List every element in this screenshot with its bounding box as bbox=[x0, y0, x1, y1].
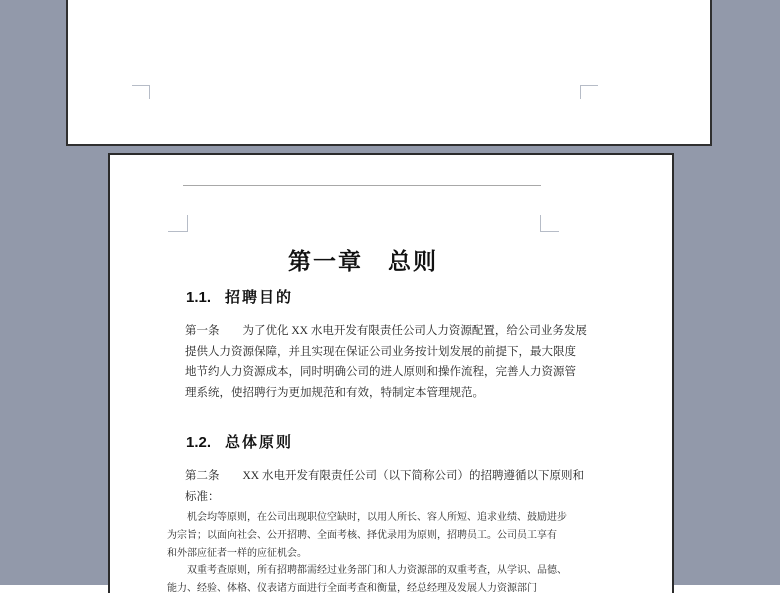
paragraph-line: 理系统，使招聘行为更加规范和有效，特制定本管理规范。 bbox=[185, 386, 484, 399]
section-heading-1-2 bbox=[186, 431, 293, 452]
chapter-title: 第一章 总则 bbox=[288, 249, 438, 274]
paragraph-line: 提供人力资源保障，并且实现在保证公司业务按计划发展的前提下，最大限度 bbox=[185, 345, 576, 358]
paragraph-line: 为宗旨；以面向社会、公开招聘、全面考核、择优录用为原则，招聘员工。公司员工享有 bbox=[167, 530, 557, 541]
paragraph-line: 第一条 为了优化 XX 水电开发有限责任公司人力资源配置，给公司业务发展 bbox=[185, 325, 587, 337]
paragraph-line: 和外部应征者一样的应征机会。 bbox=[167, 548, 307, 559]
paragraph-double-review-principle bbox=[167, 562, 667, 598]
paragraph-line: 第二条 XX 水电开发有限责任公司（以下简称公司）的招聘遵循以下原则和 bbox=[185, 470, 584, 482]
paragraph-line: 机会均等原则，在公司出现职位空缺时，以用人所长、容人所短、追求业绩、鼓励进步 bbox=[167, 512, 567, 523]
page1-margin-mark-right bbox=[580, 85, 598, 99]
page-1 bbox=[66, 0, 712, 146]
paragraph-line: 能力、经验、体格、仪表诸方面进行全面考查和衡量，经总经理及发展人力资源部门 bbox=[167, 583, 537, 594]
section-heading-1-1 bbox=[186, 286, 293, 307]
page1-margin-mark-left bbox=[132, 85, 150, 99]
paragraph-line: 双重考查原则，所有招聘都需经过业务部门和人力资源部的双重考查，从学识、品德、 bbox=[167, 565, 567, 576]
section-title: 招聘目的 bbox=[225, 289, 294, 306]
header-rule bbox=[183, 185, 541, 186]
paragraph-article-2 bbox=[185, 466, 665, 507]
section-number: 1.2. bbox=[186, 434, 212, 451]
paragraph-line: 地节约人力资源成本，同时明确公司的进人原则和操作流程，完善人力资源管 bbox=[185, 366, 576, 378]
paragraph-equal-opportunity-principle bbox=[167, 509, 667, 563]
section-title: 总体原则 bbox=[225, 434, 294, 451]
page-2 bbox=[108, 153, 674, 593]
section-number: 1.1. bbox=[186, 289, 212, 306]
page2-margin-mark-left bbox=[168, 215, 188, 232]
paragraph-article-1 bbox=[185, 321, 665, 403]
page2-margin-mark-right bbox=[540, 215, 559, 232]
paragraph-line: 标准： bbox=[185, 490, 220, 503]
